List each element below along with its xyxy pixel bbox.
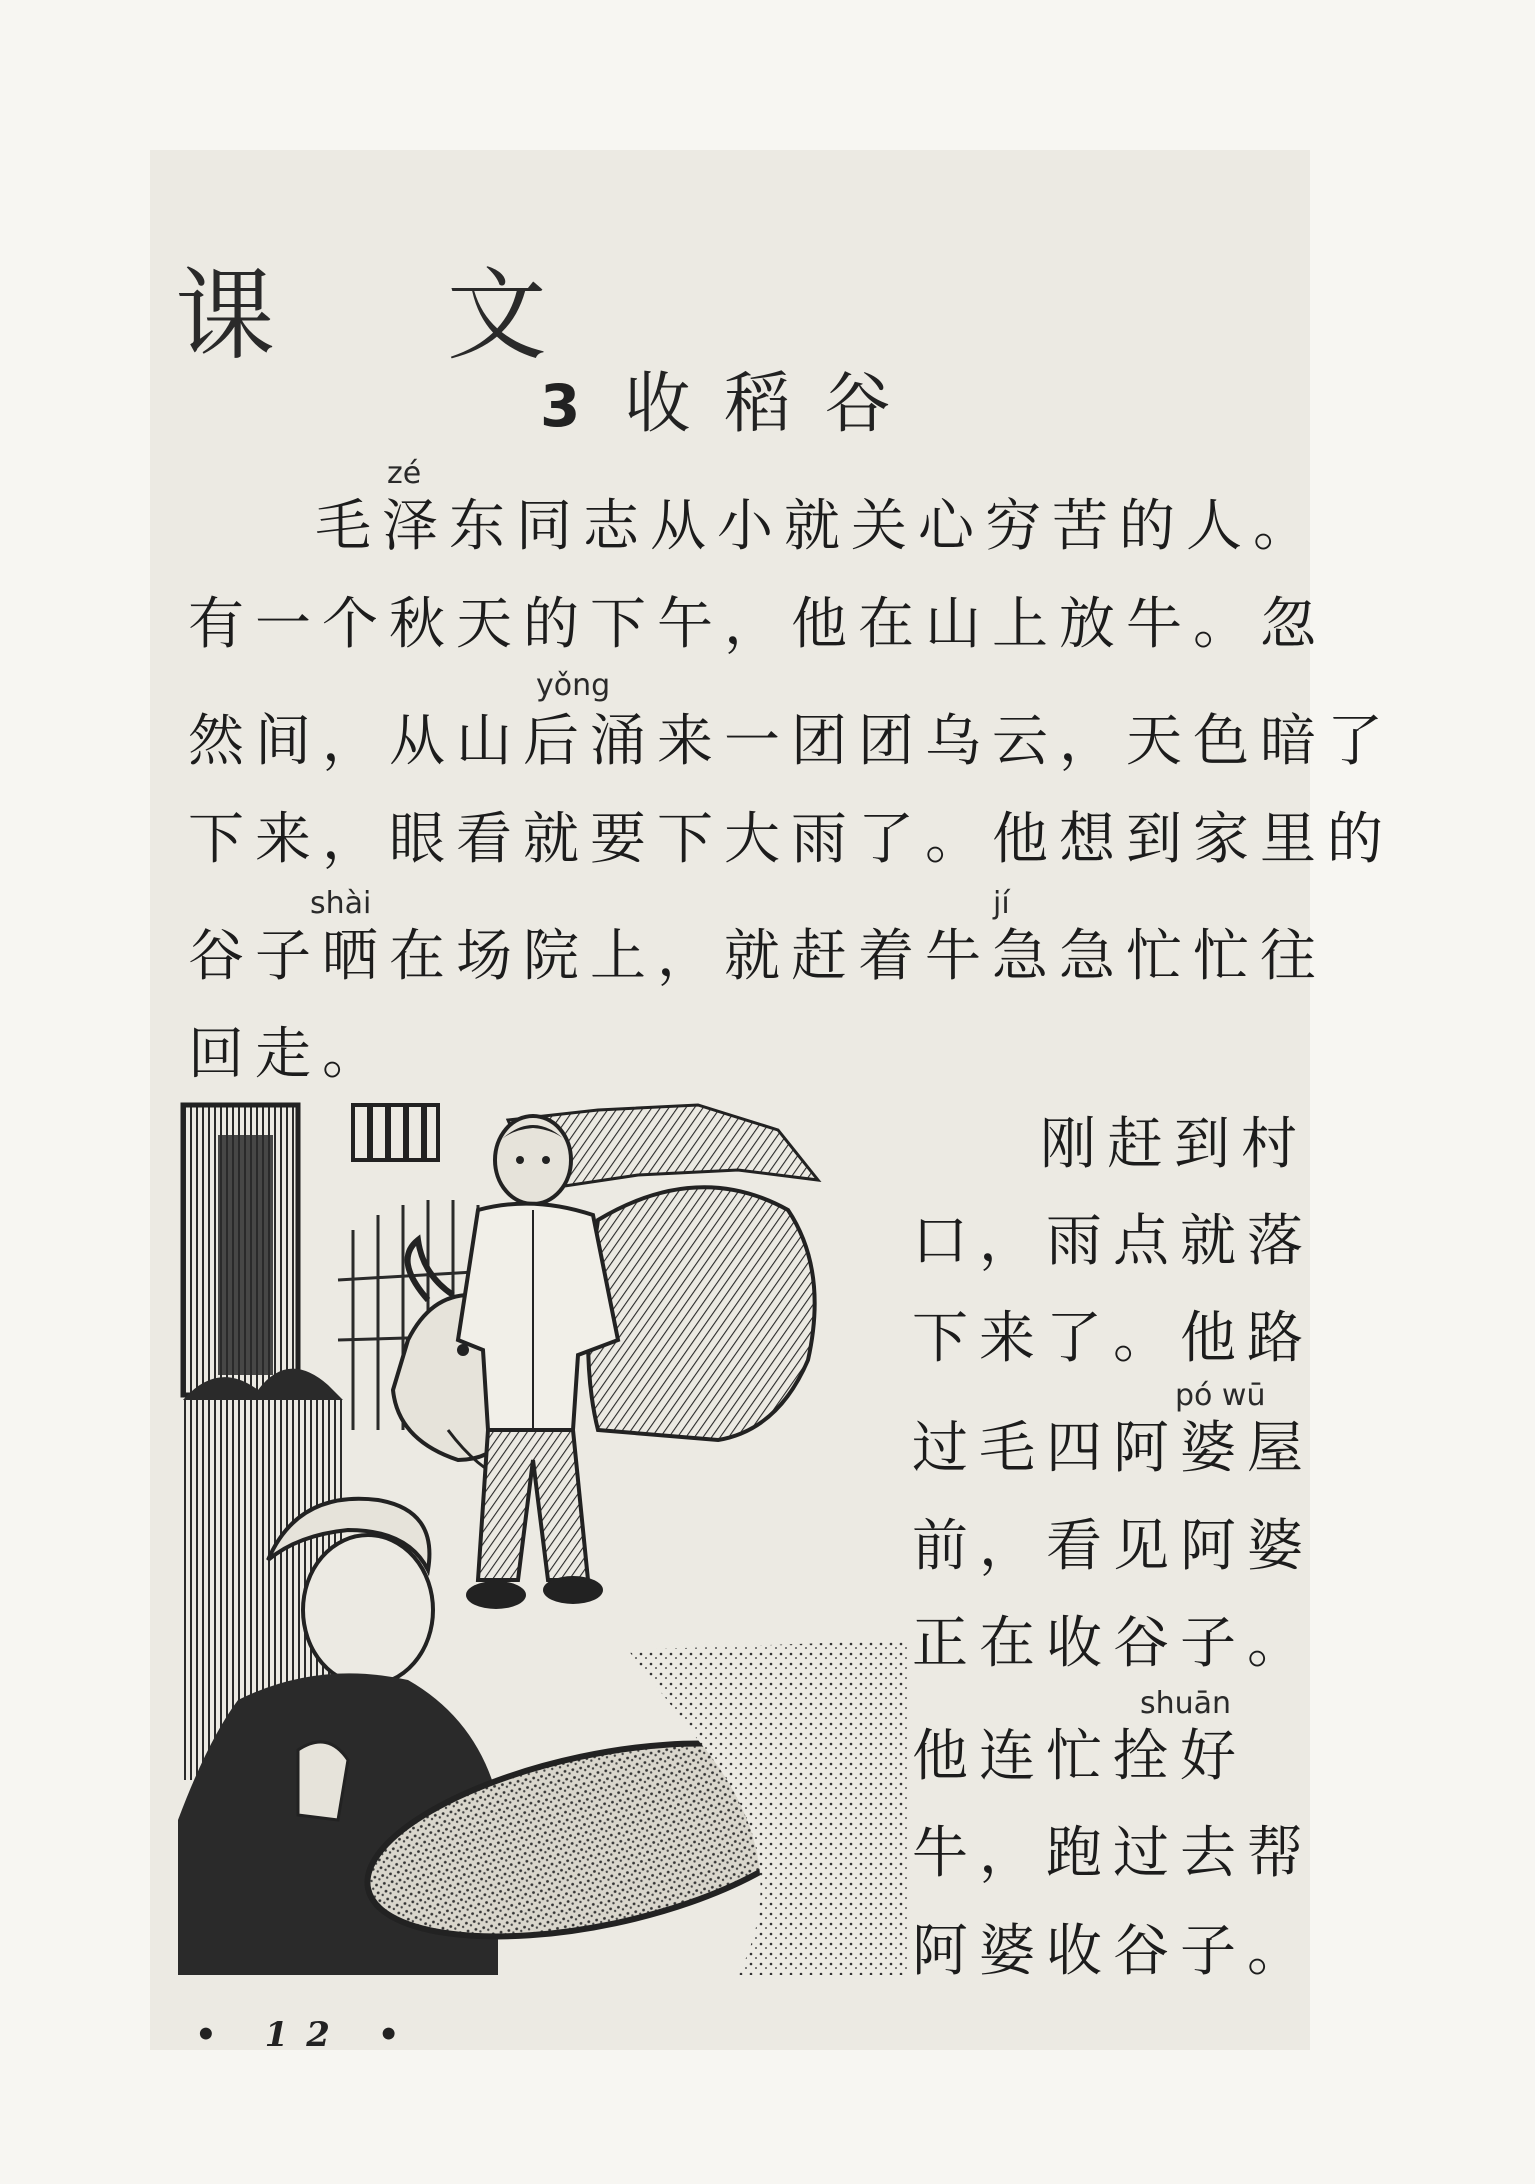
body-line-5: 谷子晒在场院上，就赶着牛急急忙忙往 <box>188 924 1327 989</box>
pinyin-po-wu: pó wū <box>1175 1378 1266 1413</box>
pinyin-ji: jí <box>993 886 1010 921</box>
body-line-1: 毛泽东同志从小就关心穷苦的人。 <box>315 494 1320 559</box>
section-heading: 课 文 <box>175 257 617 374</box>
body-line-3: 然间，从山后涌来一团团乌云，天色暗了 <box>188 709 1394 774</box>
body-line-4: 下来，眼看就要下大雨了。他想到家里的 <box>188 807 1394 872</box>
pinyin-ze: zé <box>387 456 422 491</box>
side-line-8: 牛，跑过去帮 <box>912 1821 1314 1886</box>
page-number: • 12 • <box>195 2015 418 2055</box>
side-line-9: 阿婆收谷子。 <box>912 1919 1314 1984</box>
side-line-3: 下来了。他路 <box>912 1306 1314 1371</box>
pinyin-yong: yǒng <box>536 668 611 703</box>
window-grille <box>353 1105 438 1160</box>
side-line-6: 正在收谷子。 <box>912 1611 1314 1676</box>
pinyin-shuan: shuān <box>1140 1686 1232 1721</box>
body-line-2: 有一个秋天的下午，他在山上放牛。忽 <box>188 592 1327 657</box>
side-line-1: 刚赶到村 <box>1040 1112 1308 1177</box>
lesson-title-text: 收稻谷 <box>624 365 925 442</box>
side-line-2: 口，雨点就落 <box>912 1209 1314 1274</box>
doorway-wall <box>183 1105 298 1395</box>
illustration-harvest-scene <box>178 1100 908 1975</box>
side-line-4: 过毛四阿婆屋 <box>912 1416 1314 1481</box>
side-line-7: 他连忙拴好 <box>912 1724 1247 1789</box>
lesson-title <box>540 350 924 445</box>
body-line-6: 回走。 <box>188 1022 389 1087</box>
side-line-5: 前，看见阿婆 <box>912 1514 1314 1579</box>
pinyin-shai: shài <box>310 886 372 921</box>
lesson-number: 3 <box>540 372 581 440</box>
